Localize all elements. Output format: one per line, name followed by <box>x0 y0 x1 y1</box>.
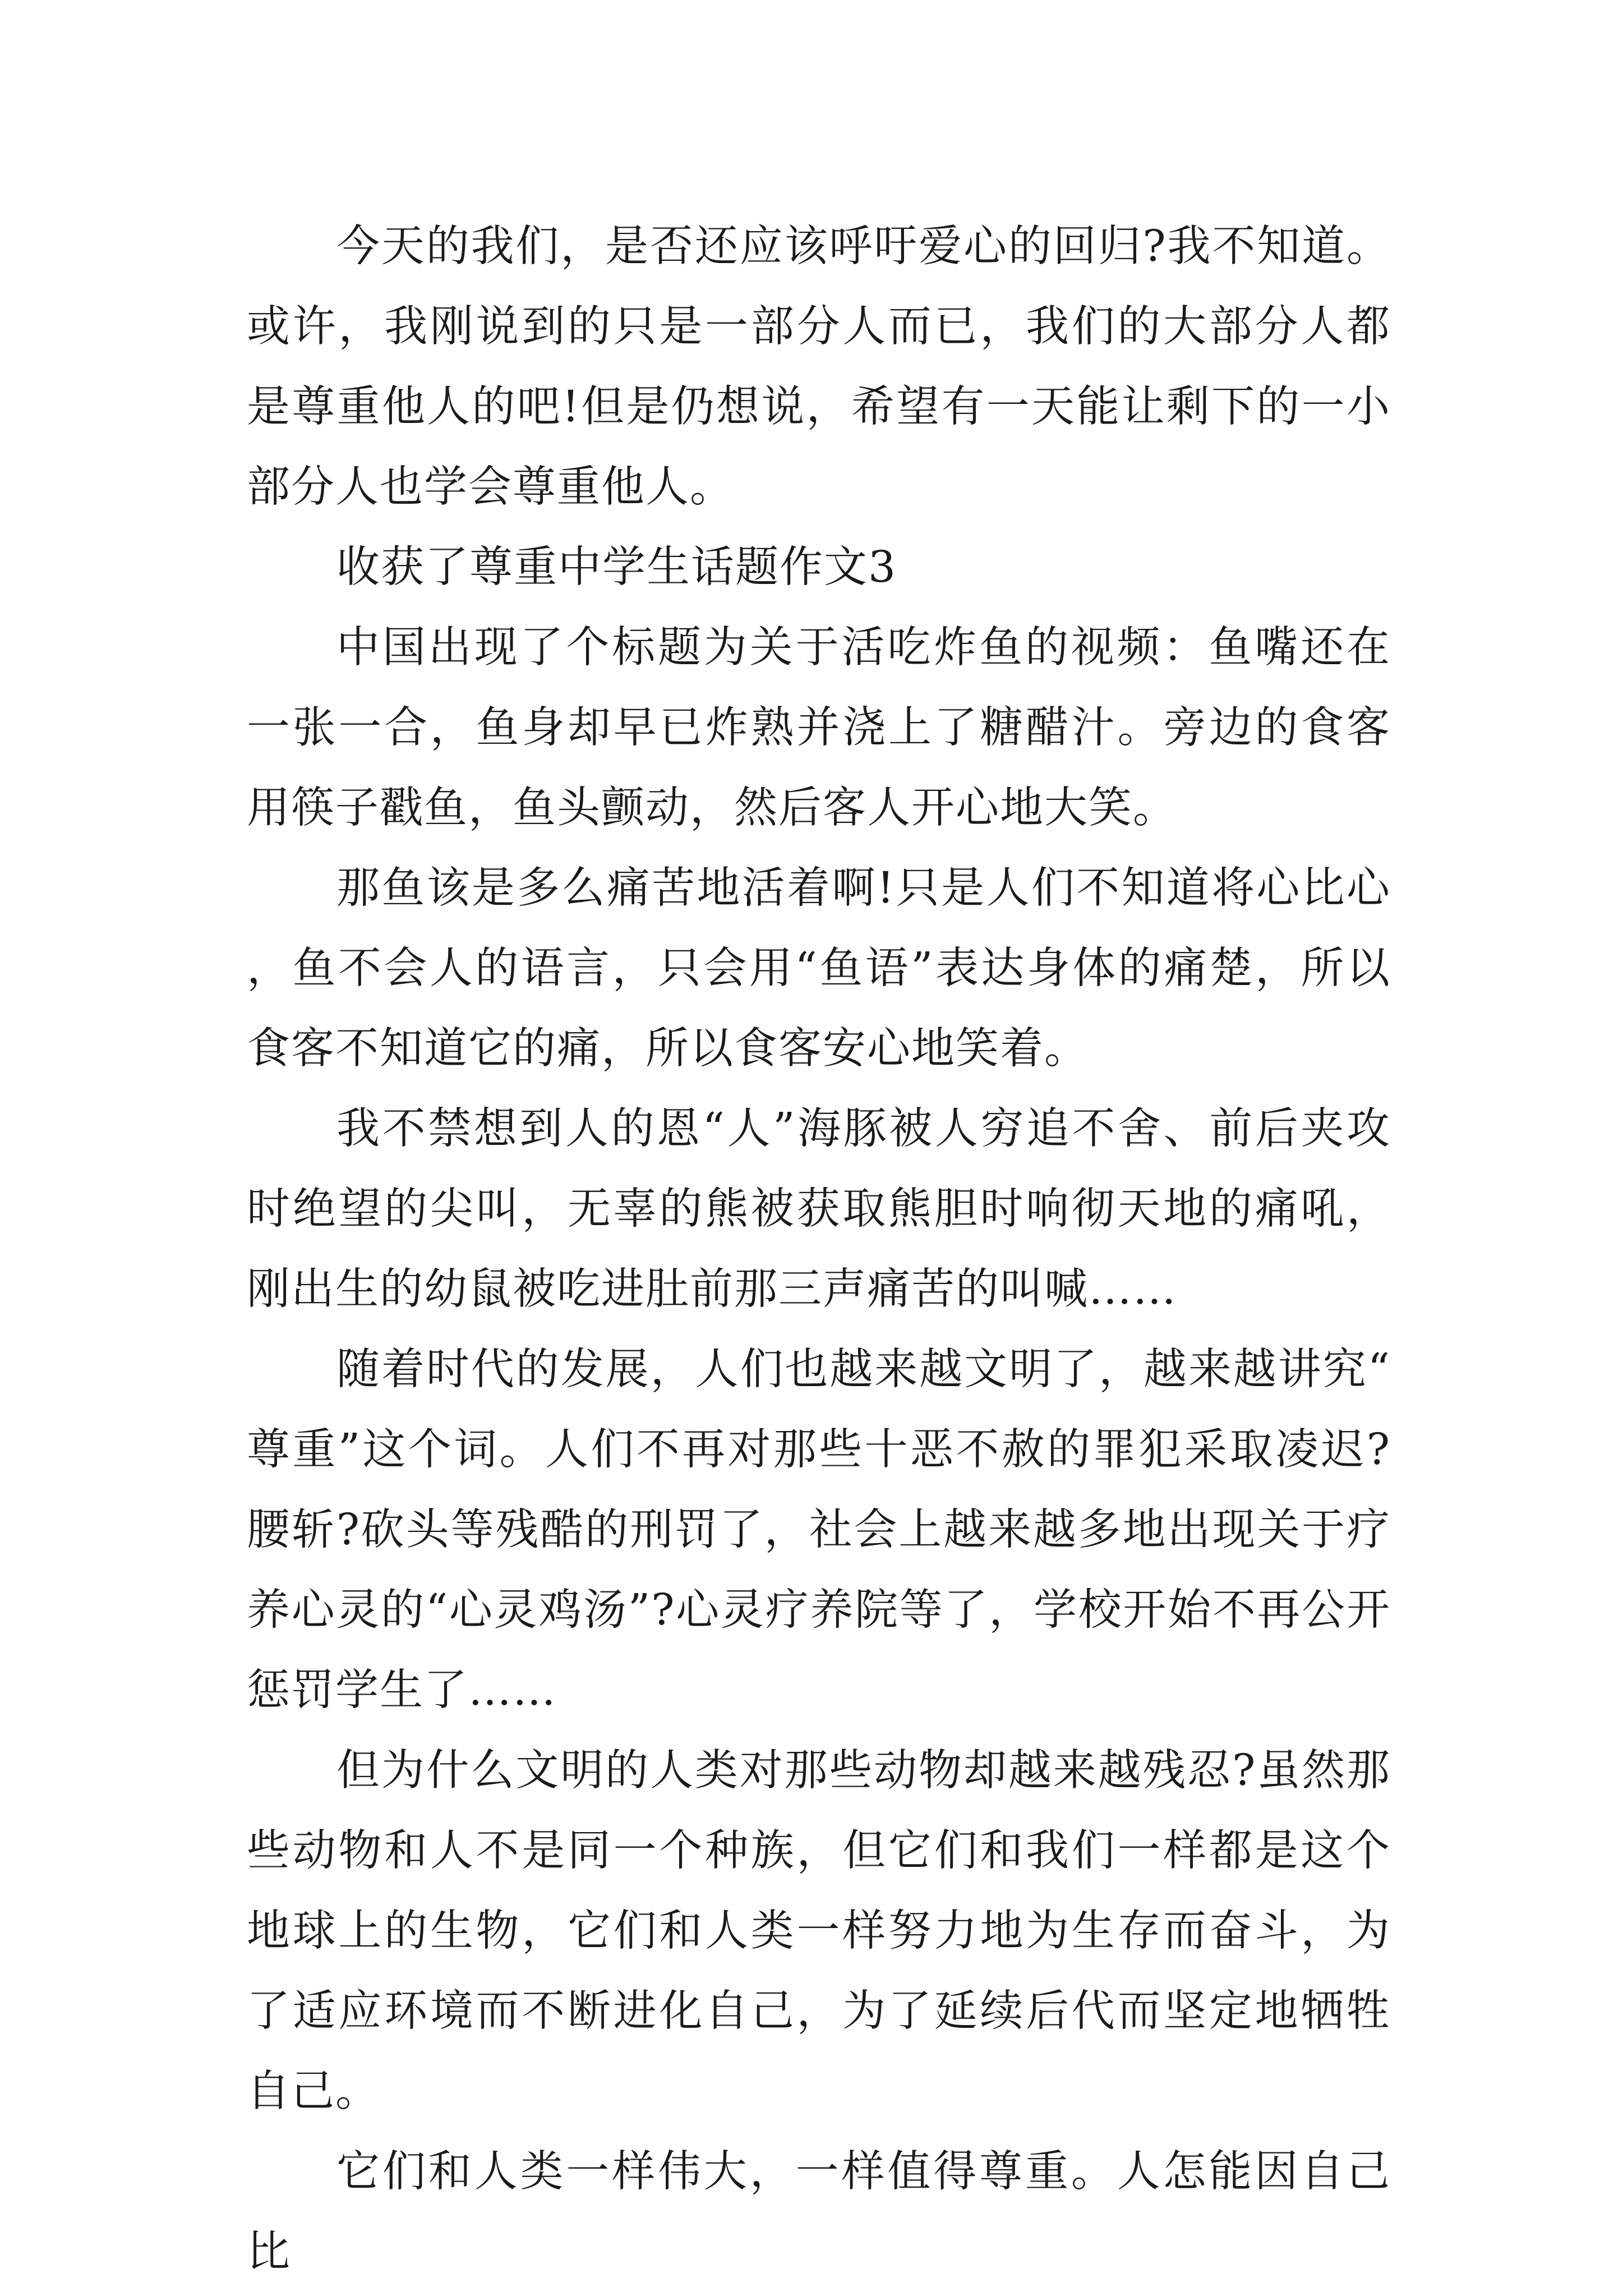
paragraph-4: 我不禁想到人的恩“人”海豚被人穷追不舍、前后夹攻时绝望的尖叫，无辜的熊被获取熊胆时响彻天地的痛吼，刚出生的幼鼠被吃进肚前那三声痛苦的叫喊…… <box>247 1104 1391 1314</box>
paragraph-3: 那鱼该是多么痛苦地活着啊!只是人们不知道将心比心，鱼不会人的语言，只会用“鱼语”表达身体的痛楚，所以食客不知道它的痛，所以食客安心地笑着。 <box>247 863 1391 1074</box>
paragraph-5: 随着时代的发展，人们也越来越文明了，越来越讲究“尊重”这个词。人们不再对那些十恶不赦的罪犯采取凌迟?腰斩?砍头等残酷的刑罚了，社会上越来越多地出现关于疗养心灵的“心灵鸡汤”?心灵疗养院等了，学校开始不再公开惩罚学生了…… <box>247 1345 1391 1715</box>
paragraph-2: 中国出现了个标题为关于活吃炸鱼的视频：鱼嘴还在一张一合，鱼身却早已炸熟并浇上了糖醋汁。旁边的食客用筷子戳鱼，鱼头颤动，然后客人开心地大笑。 <box>247 623 1391 833</box>
text-body <box>247 206 1391 2292</box>
paragraph-1: 今天的我们，是否还应该呼吁爱心的回归?我不知道。或许，我刚说到的只是一部分人而已，我们的大部分人都是尊重他人的吧!但是仍想说，希望有一天能让剩下的一小部分人也学会尊重他人。 <box>247 222 1391 512</box>
paragraph-6: 但为什么文明的人类对那些动物却越来越残忍?虽然那些动物和人不是同一个种族，但它们和我们一样都是这个地球上的生物，它们和人类一样努力地为生存而奋斗，为了适应环境而不断进化自己，为了延续后代而坚定地牺牲自己。 <box>247 1746 1391 2116</box>
paragraph-7: 它们和人类一样伟大，一样值得尊重。人怎能因自己比 <box>247 2147 1391 2277</box>
section-heading: 收获了尊重中学生话题作文3 <box>336 542 897 592</box>
